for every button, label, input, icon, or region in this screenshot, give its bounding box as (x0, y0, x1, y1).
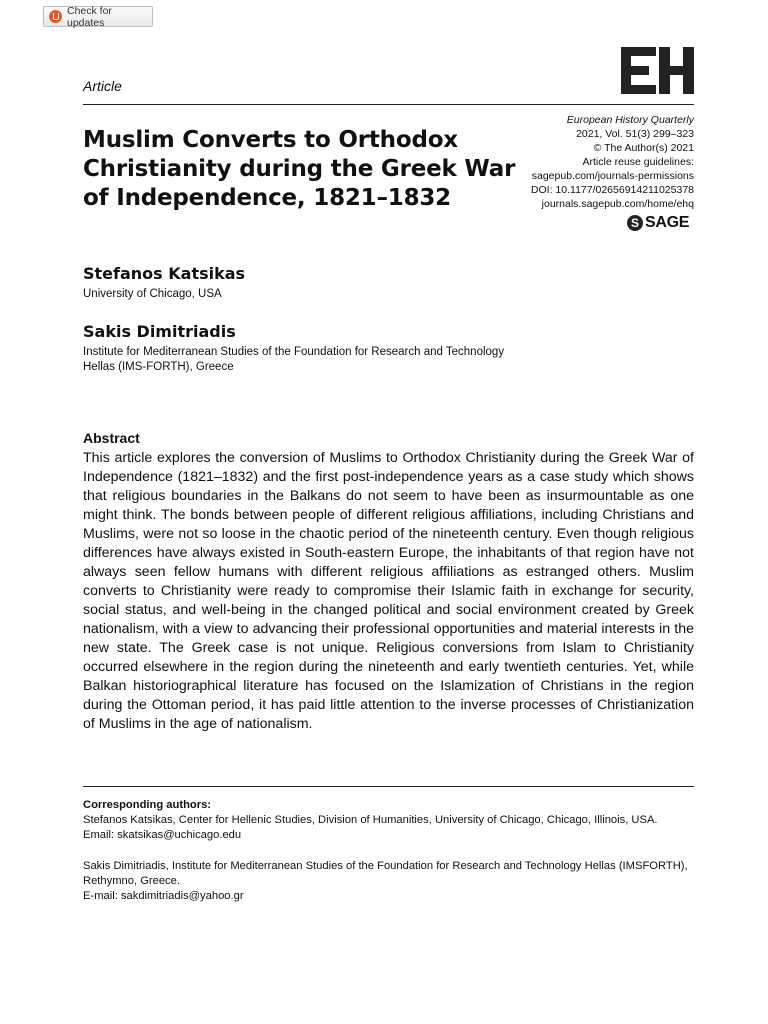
author-name-2: Sakis Dimitriadis (83, 322, 236, 341)
corresponding-address-1: Stefanos Katsikas, Center for Hellenic Studies, Division of Humanities, University of Chicago, Chicago, Illinois, USA. (83, 814, 658, 826)
sage-icon: S (627, 215, 643, 231)
corresponding-email-2[interactable]: E-mail: sakdimitriadis@yahoo.gr (83, 890, 244, 902)
author-affiliation-2: Institute for Mediterranean Studies of the Foundation for Research and Technology Hellas (IMS-FORTH), Greece (83, 346, 505, 373)
abstract-text: This article explores the conversion of Muslims to Orthodox Christianity during the Greek War of Independence (1821–1832) and the first post-independence years as a case study which shows that religious boundaries in the Balkans do not seem to have been as insurmountable as one might think. The bonds between people of different religious affiliations, including Christians and Muslims, were not so loose in the chaotic period of the nineteenth century. Even though religious differences have always existed in South-eastern Europe, the inhabitants of that region have not always seen fellow humans with different religious affiliations as estranged others. Muslim converts to Christianity were ready to compromise their Islamic faith in exchange for security, social status, and well-being in the changed political and social environment created by Greek nationalism, with a view to advancing their professional opportunities and material interests in the new state. The Greek case is not unique. Religious conversions from Islam to Christianity occurred elsewhere in the region during the nineteenth and early twentieth centuries. Yet, while Balkan historiographical literature has focused on the Islamization of Christians in the region during the Ottoman period, it has paid little attention to the inverse processes of Christianization of Muslims in the age of nationalism. (83, 450, 694, 732)
abstract-heading: Abstract (83, 430, 140, 446)
journal-volume: 2021, Vol. 51(3) 299–323 (576, 128, 694, 140)
corresponding-email-1[interactable]: Email: skatsikas@uchicago.edu (83, 829, 242, 841)
header-divider (83, 104, 694, 105)
update-icon (49, 10, 62, 23)
journal-name: European History Quarterly (566, 114, 694, 126)
journal-info (474, 113, 694, 211)
journal-copyright: © The Author(s) 2021 (593, 142, 694, 154)
corresponding-address-2: Sakis Dimitriadis, Institute for Mediterranean Studies of the Foundation for Research and Technology Hellas (IMSFORTH), Rethymno, Greece. (83, 860, 688, 887)
publisher-name: SAGE (645, 214, 690, 231)
corresponding-heading: Corresponding authors: (83, 799, 212, 811)
check-for-updates-label: Check for updates (67, 4, 112, 29)
check-for-updates-button[interactable] (43, 6, 153, 27)
article-type-label: Article (83, 78, 122, 94)
author-affiliation-1: University of Chicago, USA (83, 288, 222, 300)
article-title: Muslim Converts to Orthodox Christianity during the Greek War of Independence, 1821–1832 (83, 127, 516, 211)
journal-logo-icon (621, 47, 694, 94)
journal-home-link[interactable]: journals.sagepub.com/home/ehq (541, 198, 694, 210)
corresponding-authors (83, 798, 694, 904)
footnote-divider (83, 786, 694, 787)
journal-reuse: Article reuse guidelines: (582, 156, 694, 168)
journal-doi[interactable]: DOI: 10.1177/02656914211025378 (530, 184, 694, 196)
journal-permissions-link[interactable]: sagepub.com/journals-permissions (531, 170, 694, 182)
publisher-logo (627, 214, 689, 232)
author-name-1: Stefanos Katsikas (83, 264, 246, 283)
